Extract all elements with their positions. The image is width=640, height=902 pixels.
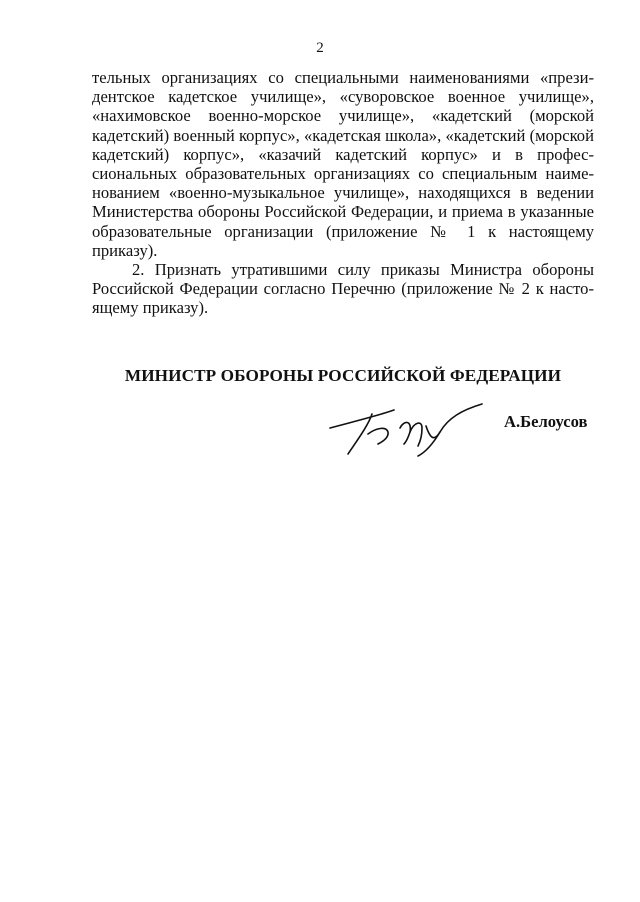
signer-name: А.Белоусов [504, 412, 588, 431]
handwritten-signature [322, 398, 492, 460]
page-number: 2 [316, 40, 324, 56]
paragraph-item-2: 2. Признать утратившими силу приказы Министра обороны Российской Федерации согласно Перечню (приложение № 2 к настоящему приказу). [92, 260, 594, 318]
body-text [92, 68, 594, 318]
minister-title: МИНИСТР ОБОРОНЫ РОССИЙСКОЙ ФЕДЕРАЦИИ [124, 366, 562, 385]
paragraph-continuation: тельных организациях со специальными наименованиями «президентское кадетское училище», «суворовское военное училище», «нахимовское военно-морское училище», «кадетский (морской кадетский) военный корпус», «кадетская школа», «кадетский (морской кадетский) корпус», «казачий кадетский корпус» и в профессиональных образовательных организациях со специальным наименованием «военно-музыкальное училище», находящихся в ведении Министерства обороны Российской Федерации, и приема в указанные образовательные организации (приложение № 1 к настоящему приказу). [92, 68, 594, 260]
